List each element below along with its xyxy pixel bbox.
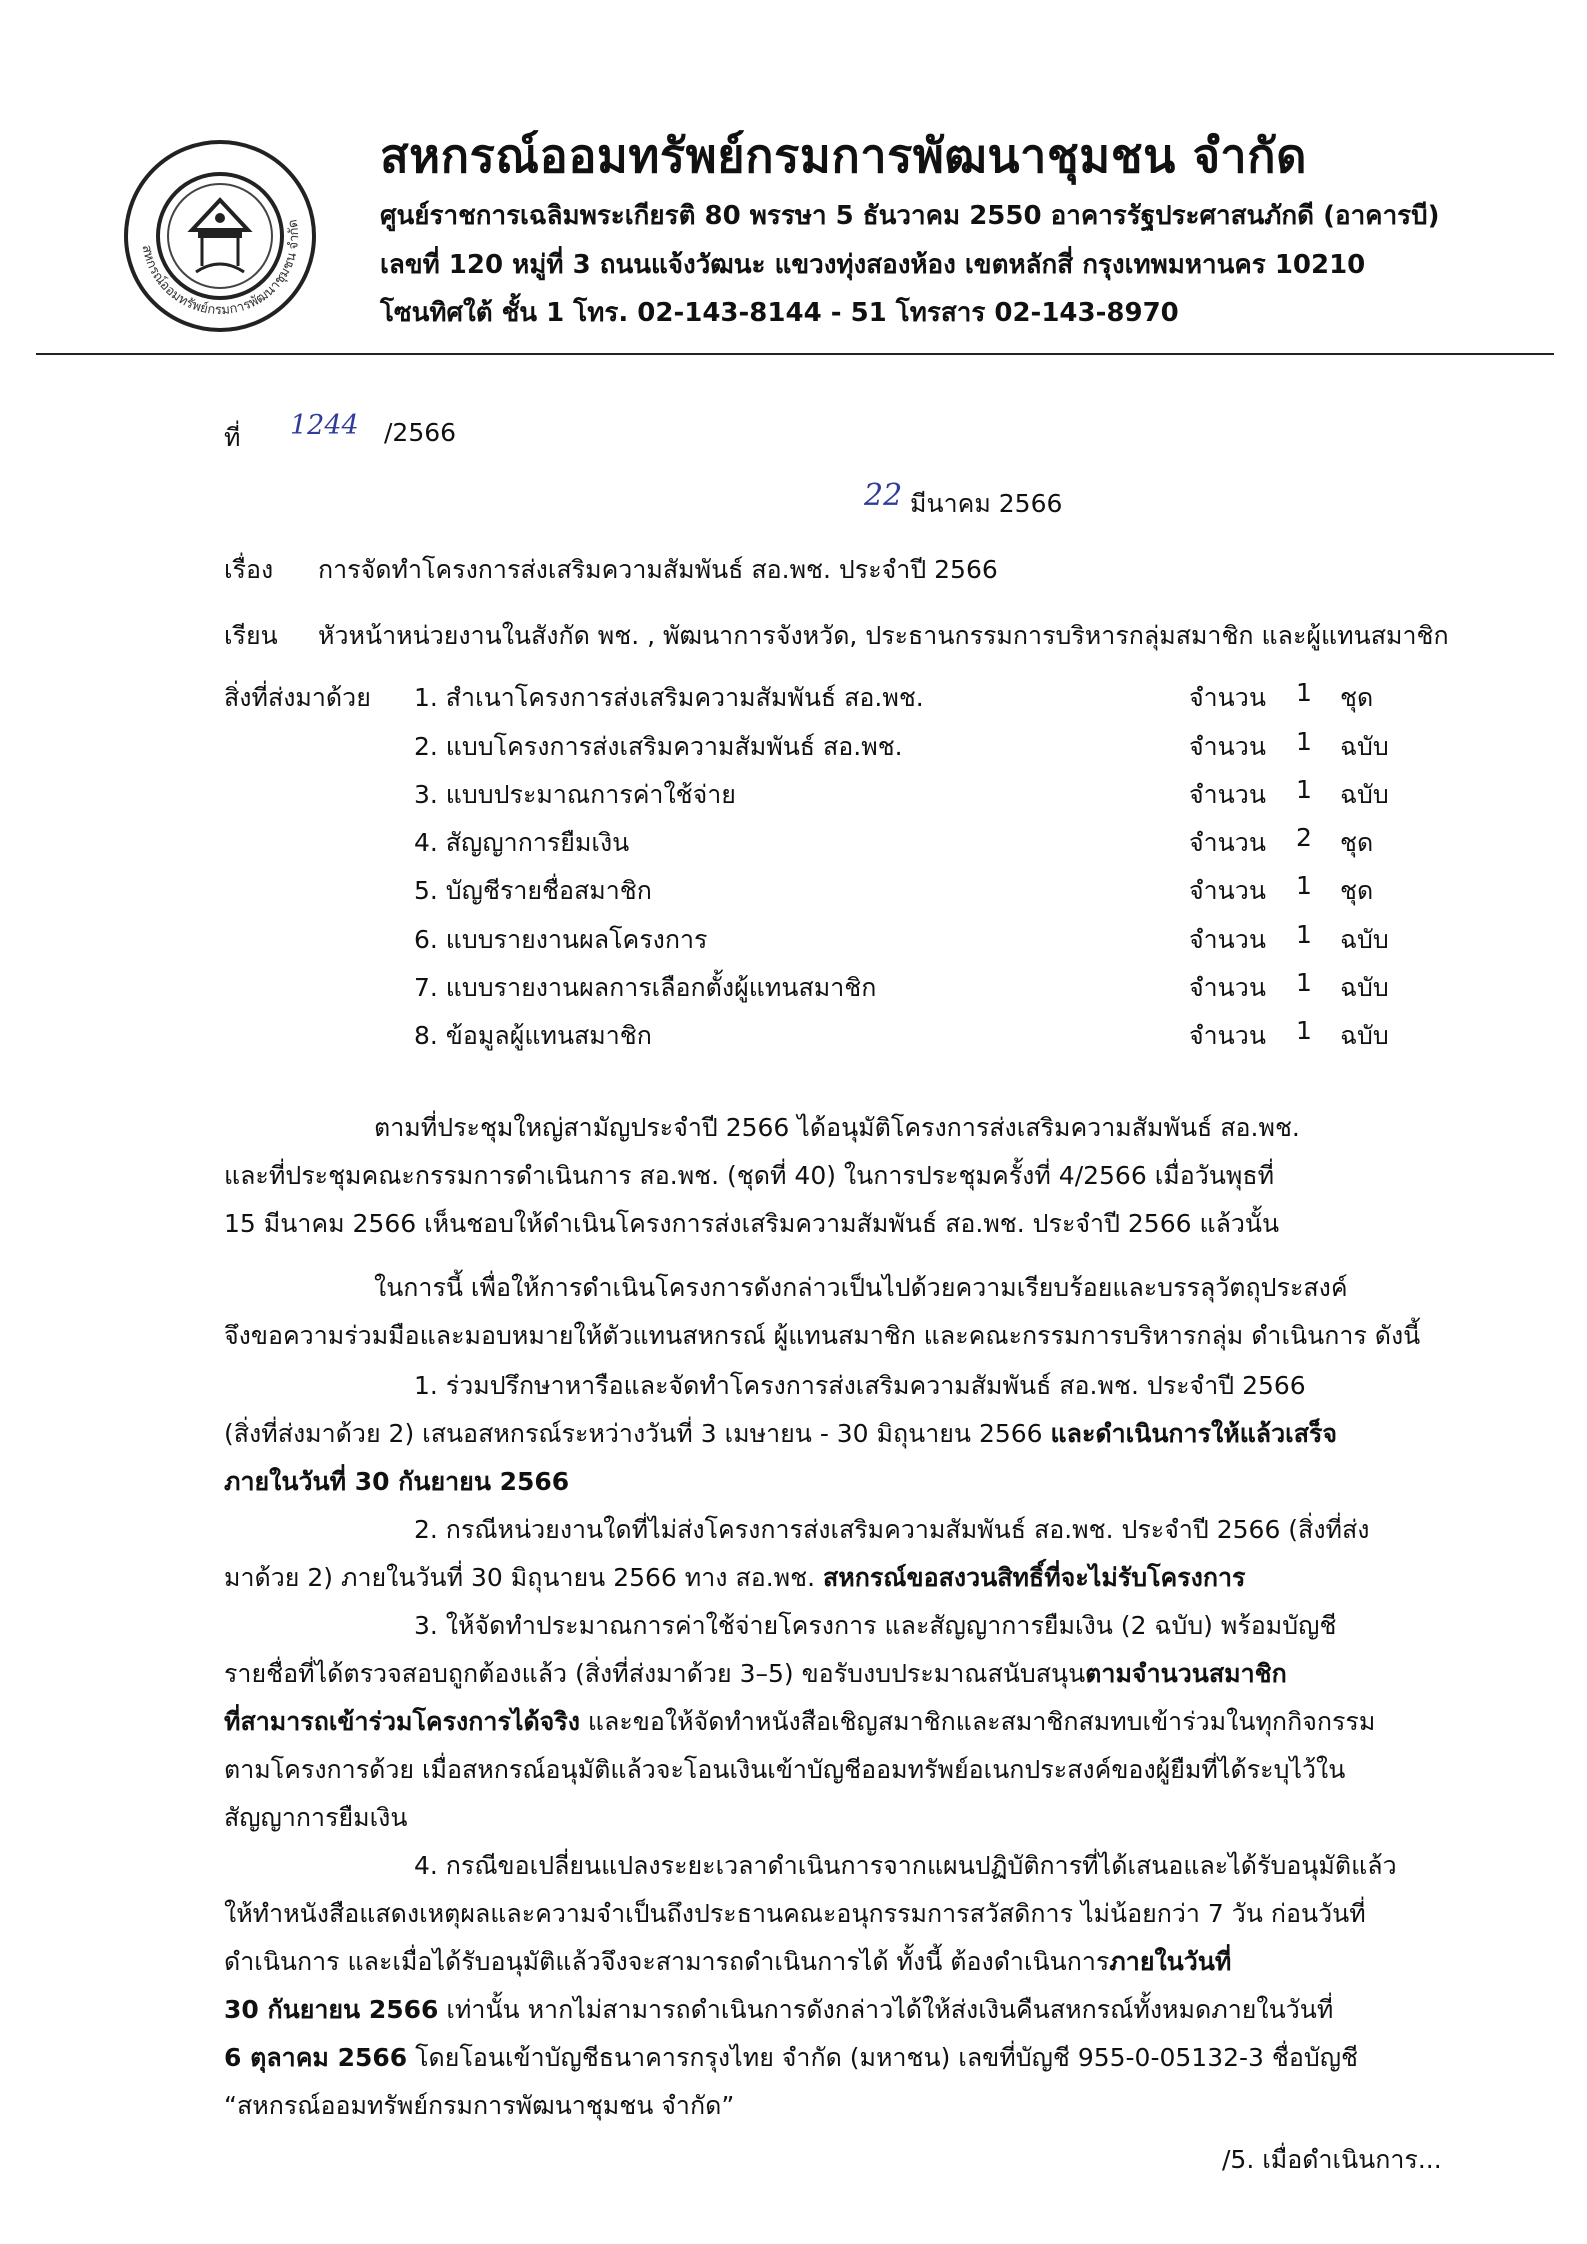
salutation-text: หัวหน้าหน่วยงานในสังกัด พช. , พัฒนาการจังหวัด, ประธานกรรมการบริหารกลุ่มสมาชิก และผู้แทนสมาชิก: [318, 621, 1449, 650]
salutation-label: เรียน: [224, 621, 278, 650]
doc-no-handwritten: 1244: [290, 410, 359, 441]
enclosure-qty-label: จำนวน: [1189, 1021, 1266, 1050]
item3-bold: ตามจำนวนสมาชิก: [1085, 1659, 1287, 1688]
address-line-1: ศูนย์ราชการเฉลิมพระเกียรติ 80 พรรษา 5 ธันวาคม 2550 อาคารรัฐประศาสนภักดี (อาคารบี): [380, 201, 1440, 231]
item3-line: สัญญาการยืมเงิน: [224, 1803, 408, 1832]
item3-line: รายชื่อที่ได้ตรวจสอบถูกต้องแล้ว (สิ่งที่ส่งมาด้วย 3–5) ขอรับงบประมาณสนับสนุน: [224, 1659, 1086, 1688]
item4-line: เท่านั้น หากไม่สามารถดำเนินการดังกล่าวได้ให้ส่งเงินคืนสหกรณ์ทั้งหมดภายในวันที่: [438, 1995, 1334, 2024]
enclosure-item: 1. สำเนาโครงการส่งเสริมความสัมพันธ์ สอ.พช.: [414, 683, 924, 712]
enclosure-row: [0, 678, 1587, 718]
item4-line: โดยโอนเข้าบัญชีธนาคารกรุงไทย จำกัด (มหาชน) เลขที่บัญชี 955-0-05132-3 ชื่อบัญชี: [407, 2043, 1359, 2072]
item4-bold: ภายในวันที่: [1109, 1947, 1232, 1976]
enclosure-qty: 1: [1296, 920, 1312, 949]
logo-ring-text: สหกรณ์ออมทรัพย์กรมการพัฒนาชุมชน จำกัด: [138, 218, 303, 319]
item1-bold-deadline: และดำเนินการให้แล้วเสร็จ: [1050, 1419, 1338, 1448]
para2-line: ในการนี้ เพื่อให้การดำเนินโครงการดังกล่าวเป็นไปด้วยความเรียบร้อยและบรรลุวัตถุประสงค์: [374, 1273, 1348, 1302]
enclosure-item: 8. ข้อมูลผู้แทนสมาชิก: [414, 1021, 652, 1050]
item1-bold-date: ภายในวันที่ 30 กันยายน 2566: [224, 1467, 570, 1496]
enclosure-qty-label: จำนวน: [1189, 876, 1266, 905]
enclosure-unit: ชุด: [1340, 876, 1374, 905]
paragraph-request: [224, 1264, 1440, 1360]
enclosure-qty: 2: [1296, 823, 1312, 852]
item2-line: มาด้วย 2) ภายในวันที่ 30 มิถุนายน 2566 ทาง สอ.พช.: [224, 1563, 823, 1592]
enclosure-qty-label: จำนวน: [1189, 925, 1266, 954]
enclosure-item: 3. แบบประมาณการค่าใช้จ่าย: [414, 780, 736, 809]
instruction-item-1: [224, 1362, 1440, 1506]
enclosure-row: [0, 775, 1587, 815]
enclosure-qty: 1: [1296, 775, 1312, 804]
continuation-marker: /5. เมื่อดำเนินการ...: [1222, 2145, 1442, 2174]
enclosure-qty: 1: [1296, 968, 1312, 997]
address-line-3: โซนทิศใต้ ชั้น 1 โทร. 02-143-8144 - 51 โทรสาร 02-143-8970: [380, 298, 1179, 328]
enclosure-unit: ฉบับ: [1340, 780, 1389, 809]
item3-line: ตามโครงการด้วย เมื่อสหกรณ์อนุมัติแล้วจะโอนเงินเข้าบัญชีออมทรัพย์อเนกประสงค์ของผู้ยืมที่ได้ระบุไว้ใน: [224, 1755, 1346, 1784]
paragraph-background: [224, 1104, 1440, 1248]
header-divider: [36, 353, 1554, 355]
item4-line: 4. กรณีขอเปลี่ยนแปลงระยะเวลาดำเนินการจากแผนปฏิบัติการที่ได้เสนอและได้รับอนุมัติแล้ว: [414, 1851, 1397, 1880]
enclosure-qty-label: จำนวน: [1189, 683, 1266, 712]
item2-bold-reservation: สหกรณ์ขอสงวนสิทธิ์ที่จะไม่รับโครงการ: [823, 1563, 1246, 1592]
enclosure-unit: ชุด: [1340, 683, 1374, 712]
enclosure-qty-label: จำนวน: [1189, 828, 1266, 857]
para2-line: จึงขอความร่วมมือและมอบหมายให้ตัวแทนสหกรณ์ ผู้แทนสมาชิก และคณะกรรมการบริหารกลุ่ม ดำเนินการ ดังนี้: [224, 1321, 1421, 1350]
item2-line: 2. กรณีหน่วยงานใดที่ไม่ส่งโครงการส่งเสริมความสัมพันธ์ สอ.พช. ประจำปี 2566 (สิ่งที่ส่ง: [414, 1515, 1370, 1544]
enclosure-qty-label: จำนวน: [1189, 732, 1266, 761]
item3-bold: ที่สามารถเข้าร่วมโครงการได้จริง: [224, 1707, 580, 1736]
enclosure-item: 6. แบบรายงานผลโครงการ: [414, 925, 708, 954]
enclosure-unit: ฉบับ: [1340, 973, 1389, 1002]
enclosure-row: [0, 968, 1587, 1008]
enclosure-unit: ฉบับ: [1340, 732, 1389, 761]
para1-line: ตามที่ประชุมใหญ่สามัญประจำปี 2566 ได้อนุมัติโครงการส่งเสริมความสัมพันธ์ สอ.พช.: [374, 1113, 1300, 1142]
item4-bold-date: 6 ตุลาคม 2566: [224, 2043, 408, 2072]
enclosure-row: [0, 823, 1587, 863]
enclosure-qty-label: จำนวน: [1189, 780, 1266, 809]
enclosure-item: 7. แบบรายงานผลการเลือกตั้งผู้แทนสมาชิก: [414, 973, 877, 1002]
para1-line: และที่ประชุมคณะกรรมการดำเนินการ สอ.พช. (ชุดที่ 40) ในการประชุมครั้งที่ 4/2566 เมื่อวันพุธที่: [224, 1161, 1275, 1190]
enclosure-unit: ฉบับ: [1340, 925, 1389, 954]
subject-label: เรื่อง: [224, 555, 274, 584]
item4-line: ดำเนินการ และเมื่อได้รับอนุมัติแล้วจึงจะสามารถดำเนินการได้ ทั้งนี้ ต้องดำเนินการ: [224, 1947, 1110, 1976]
date-day-handwritten: 22: [864, 478, 903, 513]
enclosure-qty: 1: [1296, 678, 1312, 707]
enclosure-qty: 1: [1296, 727, 1312, 756]
date-text: มีนาคม 2566: [910, 489, 1063, 518]
instruction-item-3: [224, 1602, 1440, 1842]
subject-text: การจัดทำโครงการส่งเสริมความสัมพันธ์ สอ.พช. ประจำปี 2566: [318, 555, 998, 584]
item1-line: (สิ่งที่ส่งมาด้วย 2) เสนอสหกรณ์ระหว่างวันที่ 3 เมษายน - 30 มิถุนายน 2566: [224, 1419, 1051, 1448]
enclosure-qty-label: จำนวน: [1189, 973, 1266, 1002]
item4-account-name: “สหกรณ์ออมทรัพย์กรมการพัฒนาชุมชน จำกัด”: [224, 2091, 735, 2120]
item4-line: ให้ทำหนังสือแสดงเหตุผลและความจำเป็นถึงประธานคณะอนุกรรมการสวัสดิการ ไม่น้อยกว่า 7 วัน ก่อนวันที่: [224, 1899, 1366, 1928]
enclosure-row: [0, 871, 1587, 911]
enclosure-qty: 1: [1296, 871, 1312, 900]
address-line-2: เลขที่ 120 หมู่ที่ 3 ถนนแจ้งวัฒนะ แขวงทุ่งสองห้อง เขตหลักสี่ กรุงเทพมหานคร 10210: [380, 250, 1366, 280]
enclosure-item: 5. บัญชีรายชื่อสมาชิก: [414, 876, 652, 905]
enclosure-unit: ชุด: [1340, 828, 1374, 857]
doc-no-suffix: /2566: [384, 418, 457, 447]
enclosure-row: [0, 727, 1587, 767]
enclosure-unit: ฉบับ: [1340, 1021, 1389, 1050]
enclosure-row: [0, 920, 1587, 960]
enclosures-label: สิ่งที่ส่งมาด้วย: [224, 683, 371, 712]
enclosure-item: 2. แบบโครงการส่งเสริมความสัมพันธ์ สอ.พช.: [414, 732, 903, 761]
enclosure-qty: 1: [1296, 1016, 1312, 1045]
org-logo-seal: [122, 138, 318, 334]
doc-no-label: ที่: [224, 423, 241, 452]
instruction-item-4: [224, 1842, 1440, 2130]
enclosure-row: [0, 1016, 1587, 1056]
instruction-item-2: [224, 1506, 1440, 1602]
para1-line: 15 มีนาคม 2566 เห็นชอบให้ดำเนินโครงการส่งเสริมความสัมพันธ์ สอ.พช. ประจำปี 2566 แล้วนั้น: [224, 1209, 1280, 1238]
item3-line: 3. ให้จัดทำประมาณการค่าใช้จ่ายโครงการ และสัญญาการยืมเงิน (2 ฉบับ) พร้อมบัญชี: [414, 1611, 1337, 1640]
item3-line: และขอให้จัดทำหนังสือเชิญสมาชิกและสมาชิกสมทบเข้าร่วมในทุกกิจกรรม: [579, 1707, 1376, 1736]
item4-bold-date: 30 กันยายน 2566: [224, 1995, 439, 2024]
enclosure-item: 4. สัญญาการยืมเงิน: [414, 828, 630, 857]
item1-line: 1. ร่วมปรึกษาหารือและจัดทำโครงการส่งเสริมความสัมพันธ์ สอ.พช. ประจำปี 2566: [414, 1371, 1306, 1400]
org-name: สหกรณ์ออมทรัพย์กรมการพัฒนาชุมชน จำกัด: [380, 129, 1308, 184]
